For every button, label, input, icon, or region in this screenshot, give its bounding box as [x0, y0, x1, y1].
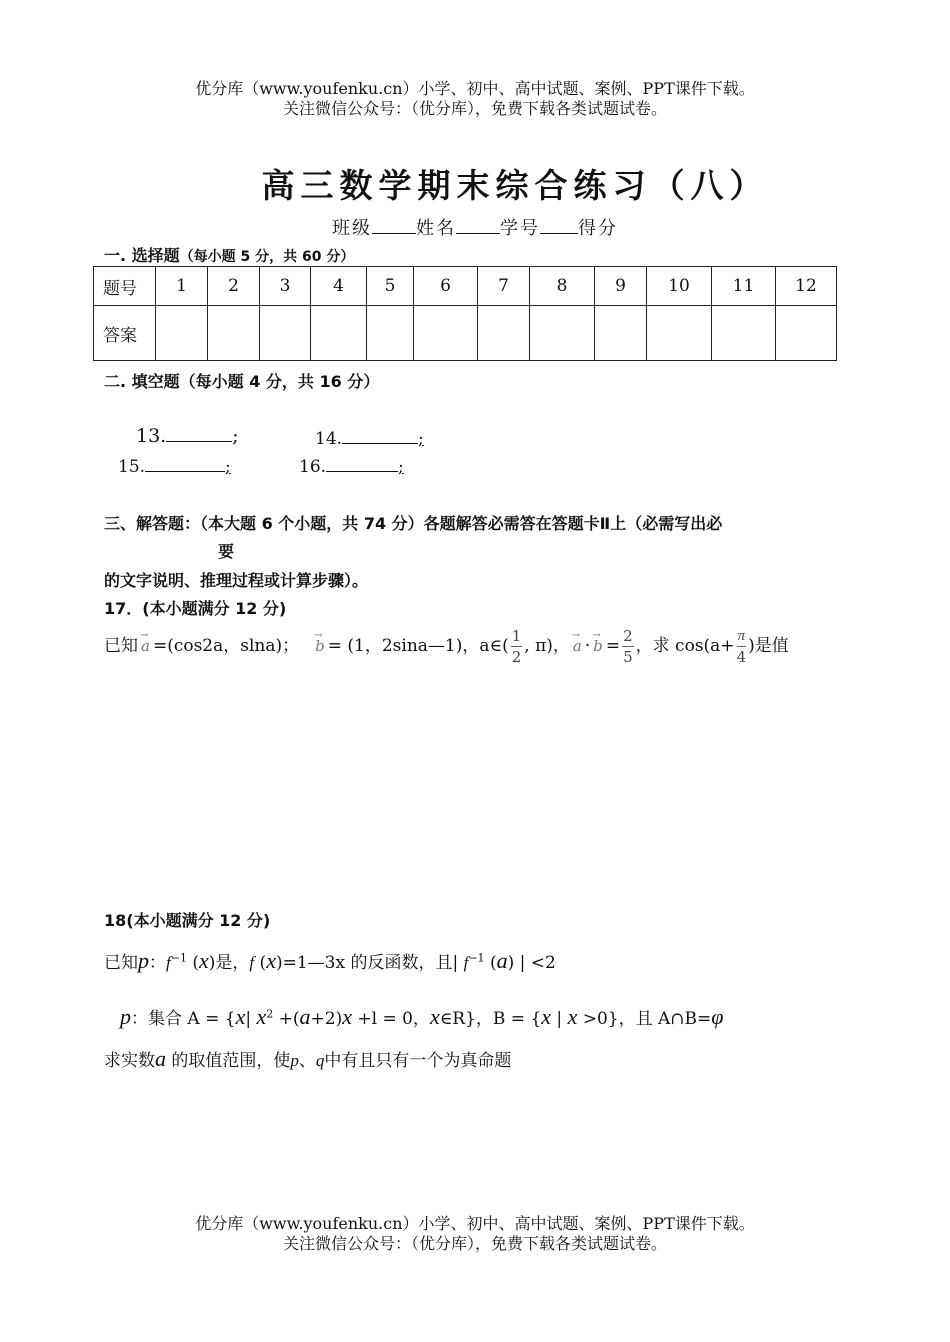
class-label: 班级: [332, 218, 372, 239]
page-title: 高三数学期末综合练习（八）: [261, 166, 769, 205]
section1-note: （每小题 5 分，共 60 分）: [179, 249, 355, 265]
var-p: p: [120, 1004, 131, 1029]
superscript: −1: [468, 951, 485, 965]
section3-heading-line2: 的文字说明、推理过程或计算步骤）。: [104, 571, 369, 590]
q18-text: +2): [310, 1009, 343, 1029]
header-line-1: 优分库（www.youfenku.cn）小学、初中、高中试题、案例、PPT课件下载。: [195, 79, 755, 98]
id-label: 学号: [500, 218, 540, 239]
name-blank[interactable]: [456, 217, 500, 234]
fill-item-16: [299, 455, 404, 477]
row-label-question: 题号: [94, 267, 156, 306]
fill-item-13: [136, 425, 239, 447]
answer-cell[interactable]: [712, 306, 776, 361]
table-row-numbers: [94, 267, 837, 306]
student-info-line: [0, 214, 950, 240]
vector-a: → a: [573, 624, 582, 668]
q17-text: =(cos2a，slna)；: [152, 636, 300, 656]
answer-cell[interactable]: [260, 306, 311, 361]
footer-line-1: 优分库（www.youfenku.cn）小学、初中、高中试题、案例、PPT课件下载。: [195, 1214, 755, 1233]
table-cell: 5: [367, 267, 414, 306]
var-a: a: [496, 948, 508, 973]
var-x: x: [256, 1004, 267, 1029]
answer-cell[interactable]: [367, 306, 414, 361]
denominator: 4: [736, 648, 747, 666]
score-label: 得分: [578, 218, 618, 239]
section3-heading-line1: 三、解答题：（本大题 6 个小题，共 74 分）各题解答必需答在答题卡Ⅱ上（必需写出必: [104, 514, 723, 533]
table-cell: 8: [530, 267, 595, 306]
var-x: x: [342, 1004, 352, 1029]
var-phi: φ: [711, 1004, 724, 1029]
q18-text: )=1—3x 的反函数，且|: [275, 953, 464, 973]
answer-blank[interactable]: [166, 425, 232, 442]
q18-text: ) | <2: [507, 953, 556, 973]
var-x: x: [235, 1004, 246, 1029]
q17-body: [104, 624, 789, 668]
footer-line-2: 关注微信公众号：（优分库），免费下载各类试题试卷。: [282, 1234, 667, 1253]
answer-cell[interactable]: [776, 306, 837, 361]
table-cell: 7: [478, 267, 530, 306]
q18-text: |: [245, 1009, 257, 1029]
q18-line2: [120, 1004, 723, 1030]
q18-text: )是，: [208, 953, 250, 973]
item-number: 16.: [299, 457, 327, 477]
q17-text: )是值: [748, 636, 789, 656]
name-label: 姓名: [416, 218, 456, 239]
vector-b: → b: [593, 624, 603, 668]
q18-text: (: [254, 953, 267, 973]
id-blank[interactable]: [540, 217, 578, 234]
table-cell: 4: [311, 267, 367, 306]
var-p: p: [138, 948, 149, 973]
dot-operator: ·: [584, 636, 591, 656]
class-blank[interactable]: [372, 217, 416, 234]
fill-item-15: [118, 455, 231, 477]
section3-heading-wrap: 要: [218, 542, 235, 561]
var-f: f: [249, 953, 255, 972]
answer-cell[interactable]: [595, 306, 647, 361]
table-cell: 3: [260, 267, 311, 306]
numerator: 2: [623, 627, 633, 645]
q18-text: 的取值范围，使: [166, 1051, 291, 1071]
header-line-2: 关注微信公众号：（优分库），免费下载各类试题试卷。: [282, 99, 667, 118]
section2-heading: 二. 填空题（每小题 4 分，共 16 分）: [104, 372, 380, 391]
answer-cell[interactable]: [156, 306, 208, 361]
answer-cell[interactable]: [530, 306, 595, 361]
numerator: 1: [511, 627, 522, 645]
q18-text: 、: [298, 1051, 316, 1071]
superscript: −1: [170, 951, 187, 965]
fraction-two-fifths: [622, 626, 634, 667]
table-row-answers: [94, 306, 837, 361]
superscript: 2: [266, 1007, 274, 1021]
table-cell: 9: [595, 267, 647, 306]
q18-text: (: [484, 953, 497, 973]
item-number: 15.: [118, 457, 146, 477]
answer-table: [93, 266, 837, 361]
fraction-pi-quarter: [737, 626, 747, 667]
q17-text: ，求 cos(a+: [635, 636, 735, 656]
section1-heading: [104, 243, 354, 266]
q18-line1: [104, 948, 556, 974]
q18-text: 已知: [104, 953, 138, 973]
denominator: 2: [511, 648, 522, 666]
answer-cell[interactable]: [414, 306, 478, 361]
semicolon: ;: [418, 429, 424, 449]
q18-text: |: [551, 1009, 568, 1029]
var-a: a: [299, 1004, 311, 1029]
vector-a: → a: [141, 624, 150, 668]
q17-heading: 17．(本小题满分 12 分): [104, 599, 287, 618]
table-cell: 10: [647, 267, 712, 306]
q18-text: 中有且只有一个为真命题: [324, 1051, 512, 1071]
table-cell: 6: [414, 267, 478, 306]
var-f: f: [463, 953, 469, 972]
q18-text: 求实数: [104, 1051, 155, 1071]
var-a: a: [155, 1046, 166, 1071]
answer-cell[interactable]: [647, 306, 712, 361]
var-f: f: [166, 953, 171, 972]
q18-text: +(: [273, 1009, 300, 1029]
fraction-one-half: [511, 626, 523, 667]
answer-blank[interactable]: [342, 427, 418, 444]
answer-cell[interactable]: [208, 306, 260, 361]
q17-text: = (1，2sina—1)，a∈(: [327, 636, 509, 656]
q18-text: ：集合 A = {: [131, 1009, 236, 1029]
var-x: x: [429, 1004, 440, 1029]
var-x: x: [567, 1004, 578, 1029]
q18-text: ∈R}，B = {: [439, 1009, 542, 1029]
answer-cell[interactable]: [311, 306, 367, 361]
var-x: x: [199, 948, 209, 973]
q17-text: , π)，: [524, 636, 570, 656]
answer-cell[interactable]: [478, 306, 530, 361]
semicolon: ;: [225, 457, 231, 477]
denominator: 5: [623, 648, 633, 666]
item-number: 14.: [315, 429, 343, 449]
table-cell: 1: [156, 267, 208, 306]
var-x: x: [541, 1004, 552, 1029]
q18-text: ：: [149, 953, 166, 973]
row-label-answer: 答案: [94, 306, 156, 361]
fill-item-14: [315, 427, 424, 449]
q18-text: (: [186, 953, 199, 973]
item-number: 13.: [136, 425, 167, 447]
semicolon: ;: [398, 457, 404, 477]
table-cell: 12: [776, 267, 837, 306]
var-q: q: [315, 1051, 325, 1070]
answer-blank[interactable]: [326, 455, 398, 472]
vector-b: → b: [315, 624, 325, 668]
table-cell: 11: [712, 267, 776, 306]
q18-text: +l = 0，: [351, 1009, 430, 1029]
var-x: x: [266, 948, 276, 973]
q17-text: 已知: [104, 636, 138, 656]
var-p: p: [290, 1051, 299, 1070]
table-cell: 2: [208, 267, 260, 306]
answer-blank[interactable]: [145, 455, 225, 472]
numerator: π: [737, 626, 747, 647]
q18-heading: 18(本小题满分 12 分): [104, 911, 271, 930]
q18-text: >0}，且 A∩B=: [577, 1009, 712, 1029]
semicolon: ;: [232, 425, 239, 447]
q18-line3: [104, 1046, 511, 1072]
q17-text: =: [605, 636, 621, 656]
section1-title: 一. 选择题: [104, 246, 180, 265]
